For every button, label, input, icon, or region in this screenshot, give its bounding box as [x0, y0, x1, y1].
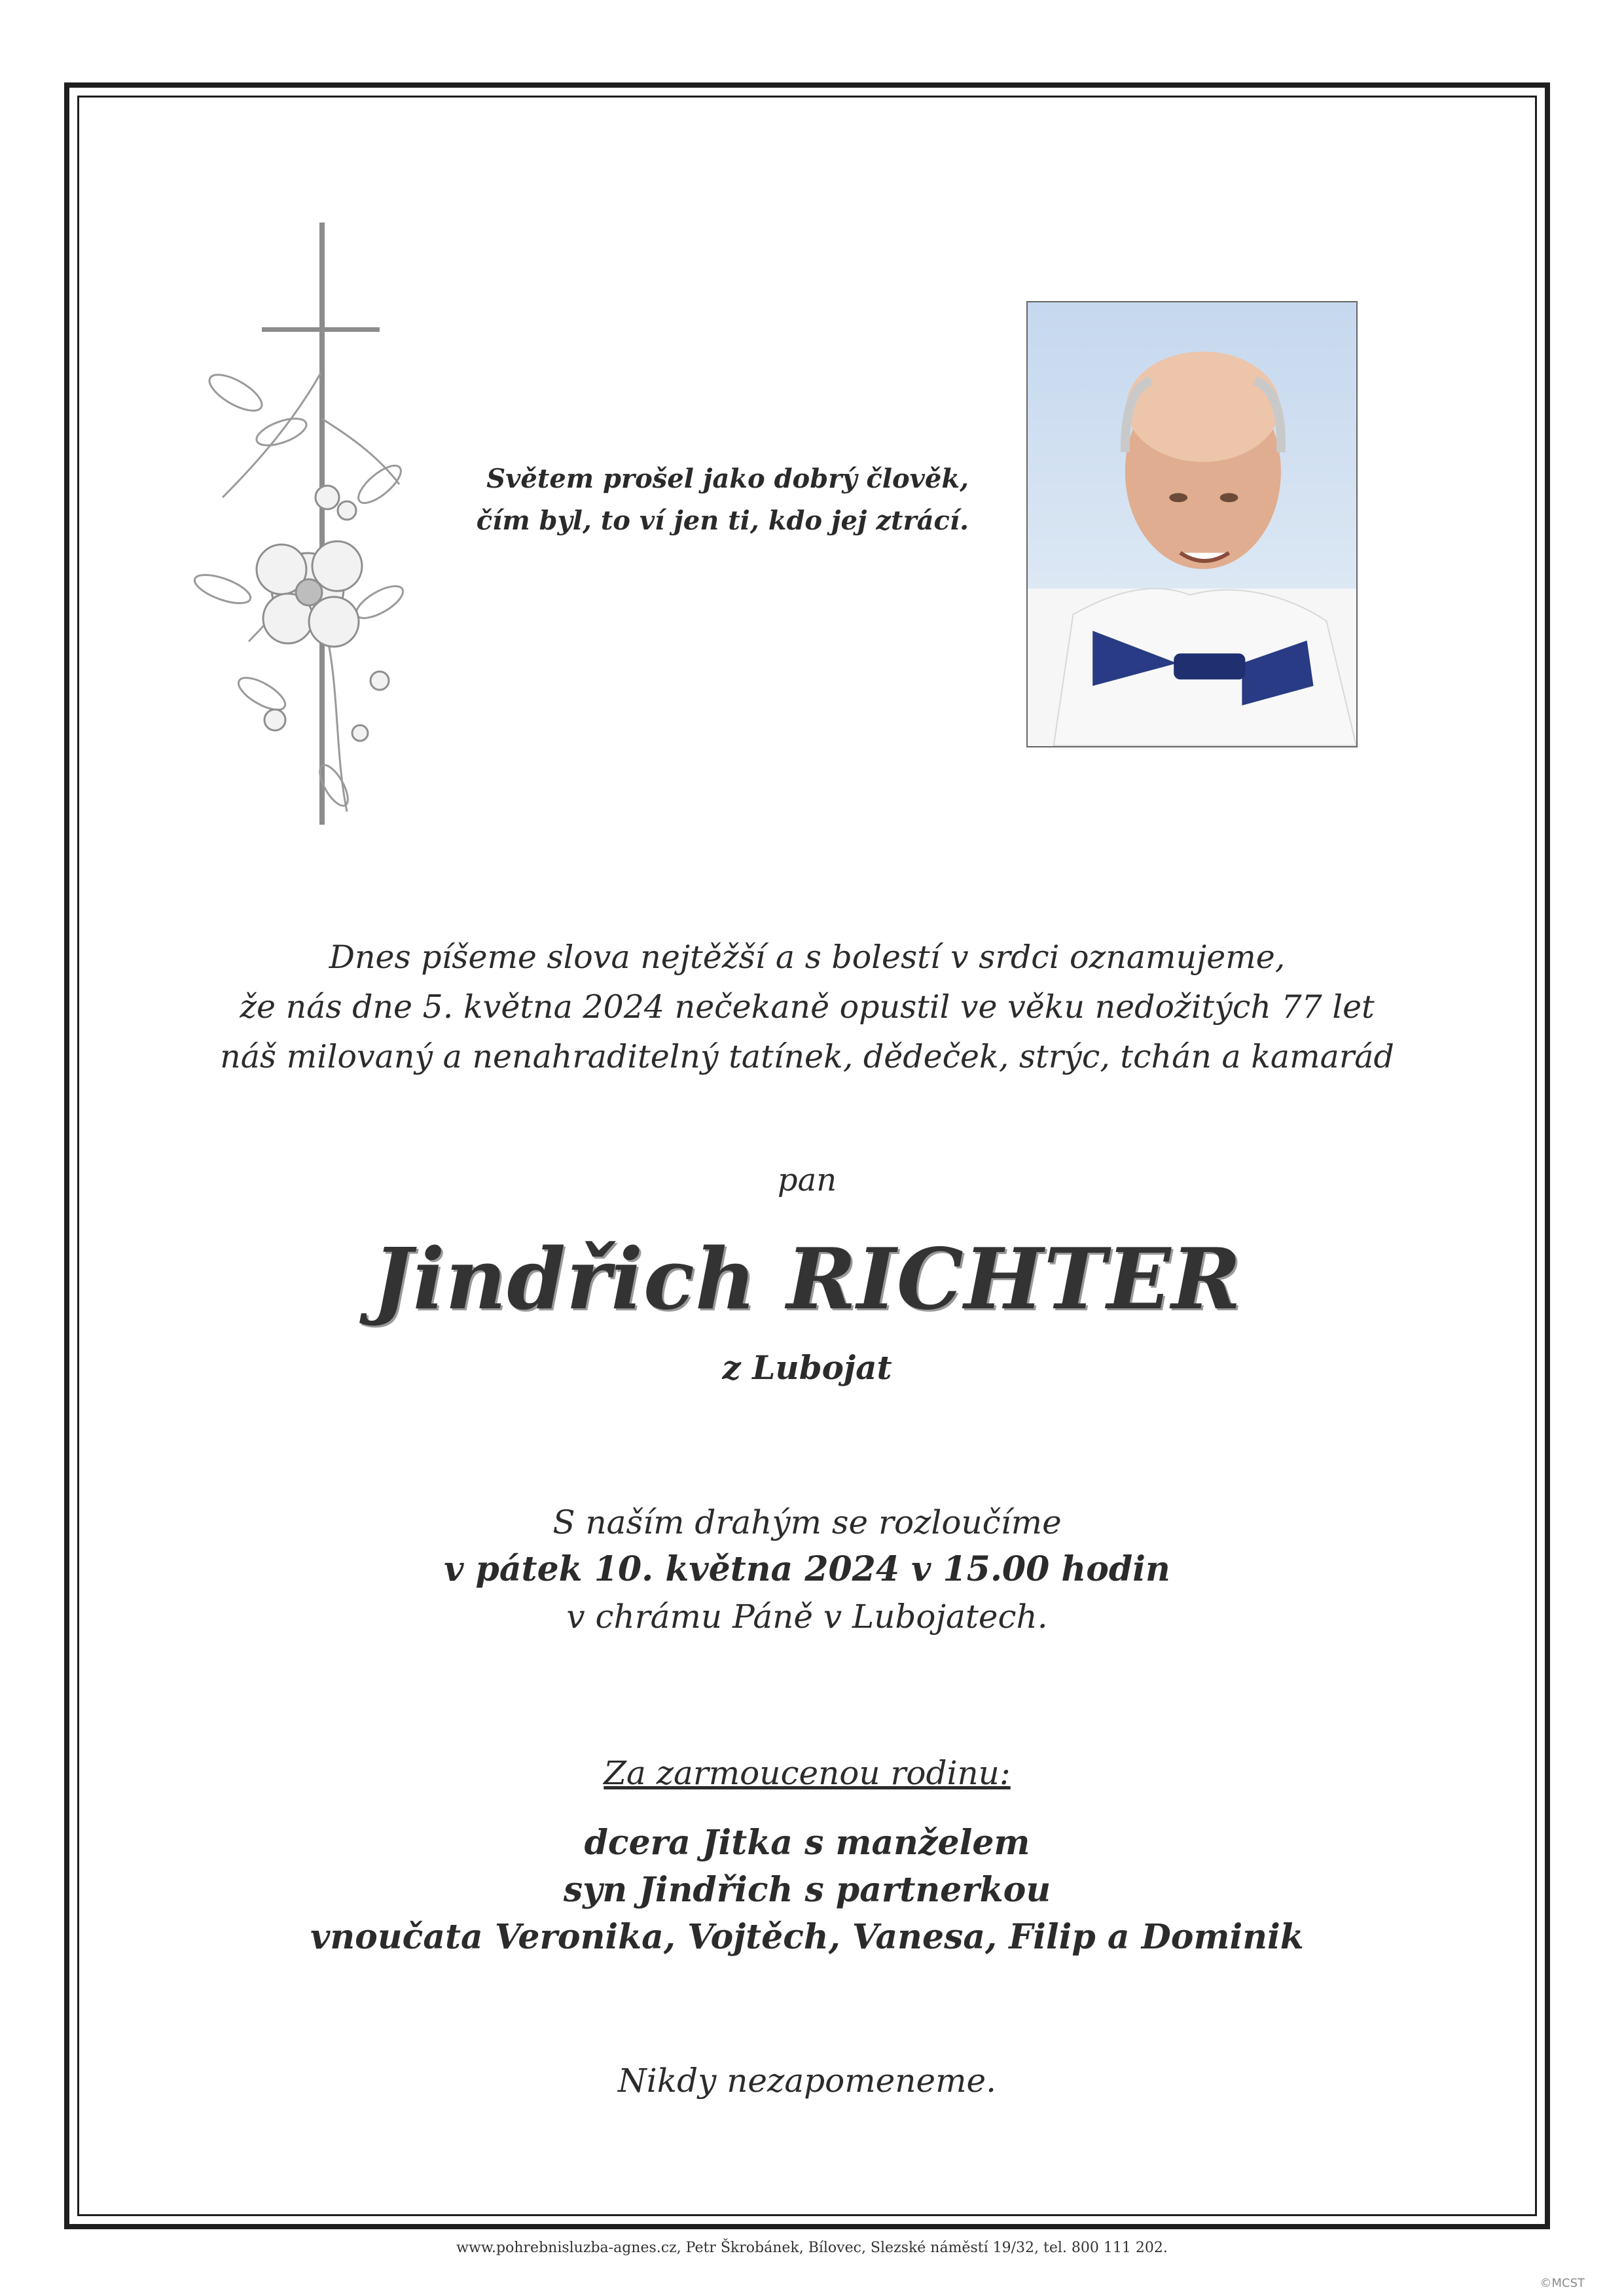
- corner-mark: ©MCST: [1540, 2276, 1585, 2290]
- family-member: syn Jindřich s partnerkou: [563, 1870, 1051, 1910]
- deceased-name: Jindřich RICHTER: [372, 1230, 1242, 1329]
- announcement-line-2: že nás dne 5. května 2024 nečekaně opustil ve věku nedožitých 77 let: [240, 988, 1375, 1026]
- motto-line-1: Světem prošel jako dobrý člověk,: [486, 463, 969, 494]
- portrait-photo: [1026, 301, 1358, 747]
- footer-contact: www.pohrebnisluzba-agnes.cz, Petr Škrobánek, Bílovec, Slezské náměstí 19/32, tel. 800 111 202.: [456, 2240, 1168, 2256]
- announcement-text: [77, 933, 1537, 1082]
- salutation: pan: [777, 1162, 837, 1198]
- farewell-line-1: S naším drahým se rozloučíme: [552, 1503, 1062, 1541]
- announcement-line-1: Dnes píšeme slova nejtěžší a s bolestí v srdci oznamujeme,: [329, 939, 1286, 976]
- family-heading: Za zarmoucenou rodinu:: [604, 1754, 1011, 1792]
- closing-line: Nikdy nezapomeneme.: [618, 2062, 996, 2100]
- family-member: dcera Jitka s manželem: [584, 1823, 1030, 1863]
- portrait-image: [1028, 302, 1356, 746]
- farewell-place: v chrámu Páně v Lubojatech.: [566, 1598, 1048, 1636]
- announcement-line-3: náš milovaný a nenahraditelný tatínek, dědeček, strýc, tchán a kamarád: [220, 1038, 1394, 1075]
- motto-quote: [458, 458, 969, 542]
- cross-flower-icon: [183, 223, 432, 851]
- motto-line-2: čím byl, to ví jen ti, kdo jej ztrácí.: [476, 505, 969, 536]
- deceased-origin: z Lubojat: [722, 1348, 892, 1387]
- family-member: vnoučata Veronika, Vojtěch, Vanesa, Filip a Dominik: [310, 1917, 1304, 1957]
- family-list: [77, 1820, 1537, 1961]
- farewell-date: v pátek 10. května 2024 v 15.00 hodin: [444, 1549, 1170, 1589]
- farewell-info: [77, 1499, 1537, 1640]
